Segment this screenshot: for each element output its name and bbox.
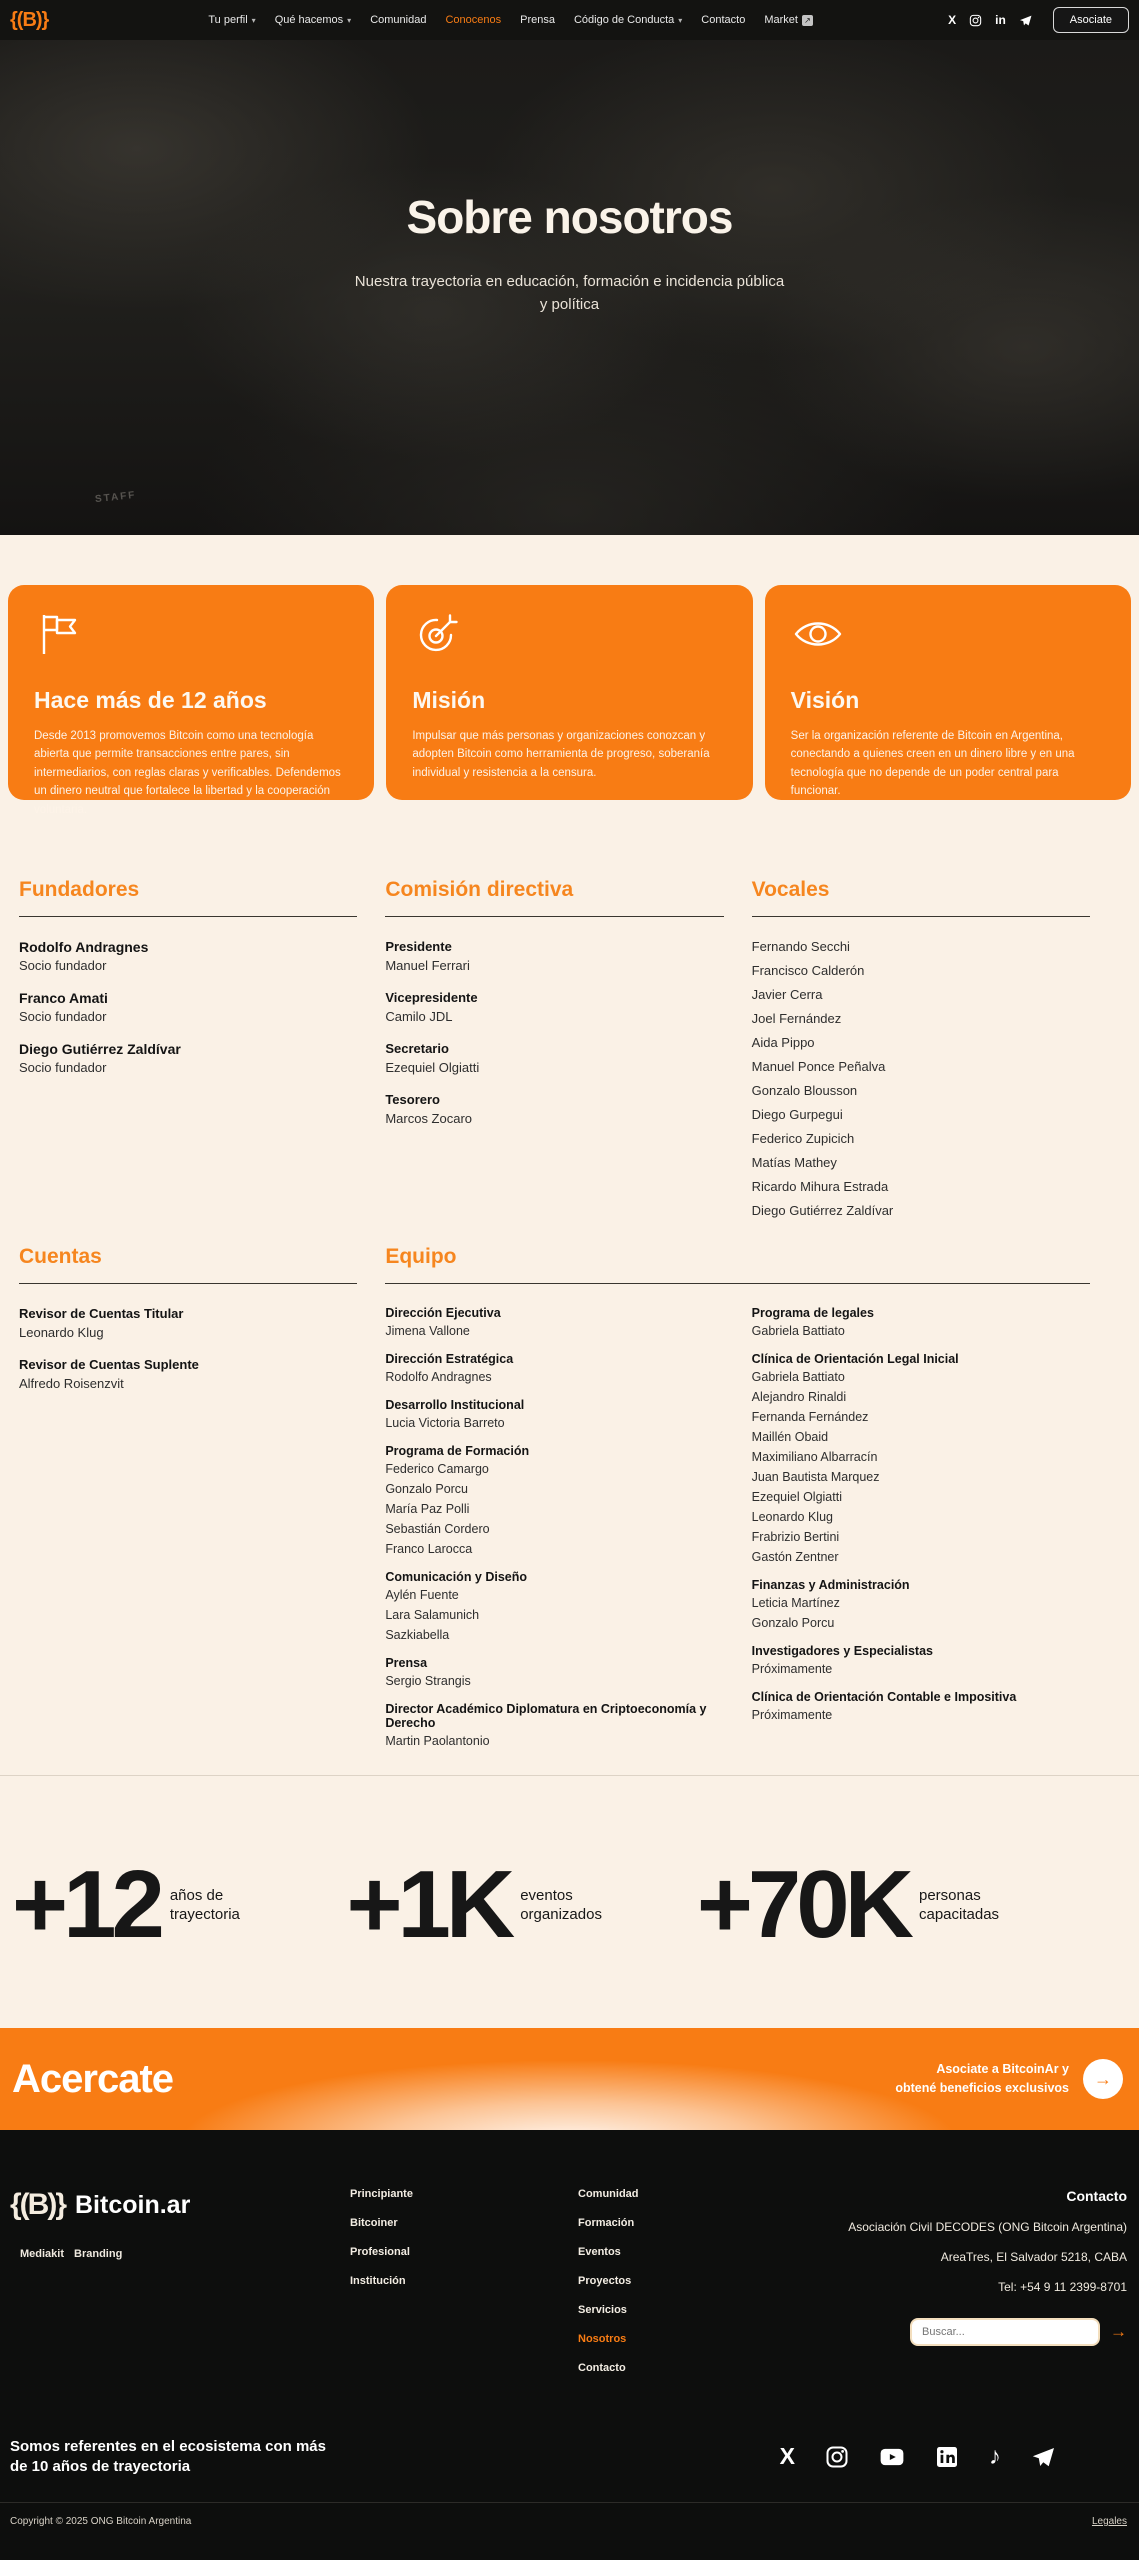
card-body: Impulsar que más personas y organizaciones conozcan y adopten Bitcoin como herramienta de progreso, soberanía individual y resistencia a la censura. [412,730,710,779]
footer-link-comunidad[interactable]: Comunidad [578,2188,639,2200]
contact-address: AreaTres, El Salvador 5218, CABA [940,2250,1127,2264]
nav-contacto[interactable] [701,14,745,26]
nav-label: Contacto [701,14,746,26]
external-link-icon: ↗ [802,15,813,26]
footer-brand [10,2188,350,2391]
board-section [0,800,1139,1245]
member-name: Aida Pippo [751,1035,815,1050]
member-name: Francisco Calderón [751,963,865,978]
footer-logo-text[interactable]: Bitcoin.ar [75,2190,191,2219]
footer-social [780,2443,1055,2471]
member-name: Alfredo Roisenzvit [19,1376,124,1391]
member-role: Revisor de Cuentas Titular [19,1306,184,1321]
telegram-icon[interactable] [1019,14,1032,27]
team-group: Clínica de Orientación Contable e Impositiva Próximamente [751,1690,1017,1722]
member-role: Socio fundador [19,1060,107,1075]
nav-label: Tu perfil [208,14,248,26]
hero-subtitle: Nuestra trayectoria en educación, formación e incidencia pública y política [354,273,785,314]
member-role: Secretario [385,1041,449,1056]
member-name: Franco Amati [19,990,108,1006]
nav-prensa[interactable] [520,14,555,26]
section-title-equipo: Equipo [385,1245,1090,1284]
hero-photo-text: STAFF [94,489,137,506]
member-name: Ricardo Mihura Estrada [751,1179,889,1194]
eye-icon [791,609,1105,659]
member-entry [385,939,723,973]
nav-label: Conocenos [445,14,502,26]
fundadores-column [19,878,357,1245]
team-group: Director Académico Diplomatura en Criptoeconomía y Derecho Martin Paolantonio [385,1702,707,1748]
equipo-subcolumn-2 [752,1306,1090,1762]
footer-logo-glyph[interactable]: {(B)} [10,2188,65,2221]
team-group: Dirección Ejecutiva Jimena Vallone [385,1306,501,1338]
vocales-column [752,878,1090,1245]
cuentas-column [19,1245,357,1775]
stat-value: +12 [12,1851,160,1958]
stat-value: +1K [346,1851,511,1958]
member-entry [19,1357,357,1391]
footer-link-institucion[interactable]: Institución [350,2275,406,2287]
team-group: Desarrollo Institucional Lucia Victoria Barreto [385,1398,525,1430]
footer-tagline: Somos referentes en el ecosistema con más de 10 años de trayectoria [10,2438,326,2475]
footer-link-formacion[interactable]: Formación [578,2217,635,2229]
member-name: Javier Cerra [751,987,823,1002]
team-group: Comunicación y Diseño Aylén Fuente Lara Salamunich Sazkiabella [385,1570,528,1642]
stat-label: personas capacitadas [918,1886,1000,1924]
vocales-list [752,939,1090,1218]
member-entry [19,1041,357,1075]
member-name: Camilo JDL [385,1009,453,1024]
nav-conocenos[interactable] [445,14,501,26]
cta-banner [0,2028,1139,2130]
team-group: Finanzas y Administración Leticia Martínez Gonzalo Porcu [751,1578,910,1630]
card-body: Desde 2013 promovemos Bitcoin como una tecnología abierta que permite transacciones entre pares, sin intermediarios, con reglas claras y verificables. Defendemos un dinero neutral que fortalece la libertad y la cooperación voluntaria. [34,730,341,816]
banner-cta [895,2059,1123,2099]
stat-value: +70K [696,1851,909,1958]
footer-contact [848,2188,1131,2391]
x-icon[interactable]: X [948,13,957,27]
stat-trayectoria [12,1851,262,1958]
footer-nav-secciones [578,2188,806,2391]
nav-codigo-de-conducta[interactable] [574,14,682,26]
team-group: Prensa Sergio Strangis [385,1656,471,1688]
footer-search [848,2318,1127,2346]
header-social [948,7,1129,33]
member-entry [19,1306,357,1340]
stats-section [0,1775,1139,2028]
member-entry [19,939,357,973]
card-mision [386,585,752,800]
contact-org: Asociación Civil DECODES (ONG Bitcoin Argentina) [848,2220,1127,2234]
section-title-cuentas: Cuentas [19,1245,357,1284]
footer-link-principiante[interactable]: Principiante [350,2188,413,2200]
footer-link-branding[interactable]: Branding [74,2248,123,2260]
nav-label: Market [764,14,798,26]
brand-logo[interactable]: {(B)} [10,8,49,31]
nav-label: Código de Conducta [573,14,675,26]
member-name: Gonzalo Blousson [751,1083,858,1098]
footer [0,2130,1139,2560]
chevron-down-icon: ▾ [251,15,256,25]
arrow-right-icon: → [1094,2068,1112,2089]
member-role: Tesorero [385,1092,440,1107]
member-name: Manuel Ferrari [385,958,470,973]
member-name: Fernando Secchi [751,939,850,954]
search-input[interactable] [910,2318,1100,2346]
section-title-fundadores: Fundadores [19,878,357,917]
x-icon[interactable]: X [779,2443,795,2469]
member-entry [385,1041,723,1075]
member-role: Vicepresidente [385,990,478,1005]
chevron-down-icon: ▾ [347,15,352,25]
nav-market[interactable] [764,14,813,26]
contact-title: Contacto [1066,2188,1127,2204]
member-name: Diego Gutiérrez Zaldívar [751,1203,894,1218]
section-title-comision: Comisión directiva [385,878,723,917]
team-group: Programa de legales Gabriela Battiato [751,1306,874,1338]
member-role: Socio fundador [19,1009,107,1024]
nav-label: Prensa [520,14,555,26]
chevron-down-icon: ▾ [678,15,683,25]
team-group: Clínica de Orientación Legal Inicial Gabriela Battiato Alejandro Rinaldi Fernanda Fernández Maillén Obaid Maximiliano Albarracín Juan Bautista Marquez Ezequiel Olgiatti Leonardo Klug Frabrizio Bertini Gastón Zentner [751,1352,959,1564]
card-trayectoria [8,585,374,816]
nav-tu-perfil[interactable] [208,14,255,26]
card-title: Misión [412,687,486,713]
member-name: Leonardo Klug [19,1325,104,1340]
stat-label: eventos organizados [520,1886,602,1924]
section-title-vocales: Vocales [752,878,1090,917]
legales-link[interactable]: Legales [1091,2516,1127,2527]
nav-label: Comunidad [370,14,427,26]
top-nav-bar [0,0,1139,40]
team-group: Dirección Estratégica Rodolfo Andragnes [385,1352,514,1384]
card-body: Ser la organización referente de Bitcoin en Argentina, conectando a quienes creen en un dinero libre y en una tecnología que no depende de un poder central para funcionar. [790,730,1075,798]
footer-link-bitcoiner[interactable]: Bitcoiner [350,2217,398,2229]
footer-link-contacto[interactable]: Contacto [578,2362,626,2374]
page-title: Sobre nosotros [406,191,733,243]
member-name: Rodolfo Andragnes [19,939,149,955]
equipo-subcolumn-1 [385,1306,723,1762]
footer-link-profesional[interactable]: Profesional [350,2246,410,2258]
hero-section [0,40,1139,535]
instagram-icon[interactable] [825,2445,849,2469]
card-vision [765,585,1131,800]
card-title: Visión [790,687,860,713]
linkedin-icon[interactable] [935,2445,959,2469]
team-section [0,1245,1139,1775]
footer-link-nosotros[interactable]: Nosotros [578,2333,627,2345]
banner-arrow-button[interactable] [1083,2059,1123,2099]
member-name: Federico Zupicich [751,1131,855,1146]
youtube-icon[interactable] [879,2444,905,2470]
target-icon [412,609,726,659]
member-entry [385,1092,723,1126]
member-name: Manuel Ponce Peñalva [751,1059,886,1074]
stat-eventos [346,1851,612,1958]
team-group: Investigadores y Especialistas Próximamente [751,1644,933,1676]
telegram-icon[interactable] [1031,2445,1055,2469]
linkedin-icon[interactable]: in [995,13,1006,27]
flag-icon [34,609,348,659]
footer-nav-perfiles [350,2188,578,2391]
nav-comunidad[interactable] [370,14,426,26]
member-name: Marcos Zocaro [385,1111,473,1126]
footer-link-proyectos[interactable]: Proyectos [578,2275,632,2287]
footer-link-servicios[interactable]: Servicios [578,2304,627,2316]
copyright-text: Copyright © 2025 ONG Bitcoin Argentina [10,2516,192,2527]
contact-phone: Tel: +54 9 11 2399-8701 [998,2280,1127,2294]
member-name: Matías Mathey [751,1155,837,1170]
member-entry [385,990,723,1024]
asociate-button[interactable]: Asociate [1053,7,1129,33]
tiktok-icon[interactable]: ♪ [989,2442,1001,2470]
member-name: Diego Gurpegui [751,1107,843,1122]
member-name: Joel Fernández [751,1011,842,1026]
equipo-column [385,1245,1090,1775]
member-role: Socio fundador [19,958,107,973]
nav-label: Qué hacemos [274,14,344,26]
highlight-cards [0,535,1139,816]
search-arrow-icon[interactable]: → [1110,2322,1127,2341]
banner-title: Acercate [12,2056,174,2101]
stat-personas [696,1851,1011,1958]
instagram-icon[interactable] [969,14,982,27]
member-name: Diego Gutiérrez Zaldívar [19,1041,181,1057]
stat-label: años de trayectoria [169,1886,240,1924]
member-name: Ezequiel Olgiatti [385,1060,480,1075]
member-entry [19,990,357,1024]
team-group: Programa de Formación Federico Camargo Gonzalo Porcu María Paz Polli Sebastián Cordero Franco Larocca [385,1444,530,1556]
main-nav [208,14,813,26]
member-role: Revisor de Cuentas Suplente [19,1357,199,1372]
footer-link-eventos[interactable]: Eventos [578,2246,621,2258]
banner-cta-text: Asociate a BitcoinAr y obtené beneficios exclusivos [895,2061,1069,2095]
comision-column [385,878,723,1245]
member-role: Presidente [385,939,452,954]
nav-que-hacemos[interactable] [275,14,352,26]
card-title: Hace más de 12 años [34,687,267,713]
footer-link-mediakit[interactable]: Mediakit [20,2248,65,2260]
